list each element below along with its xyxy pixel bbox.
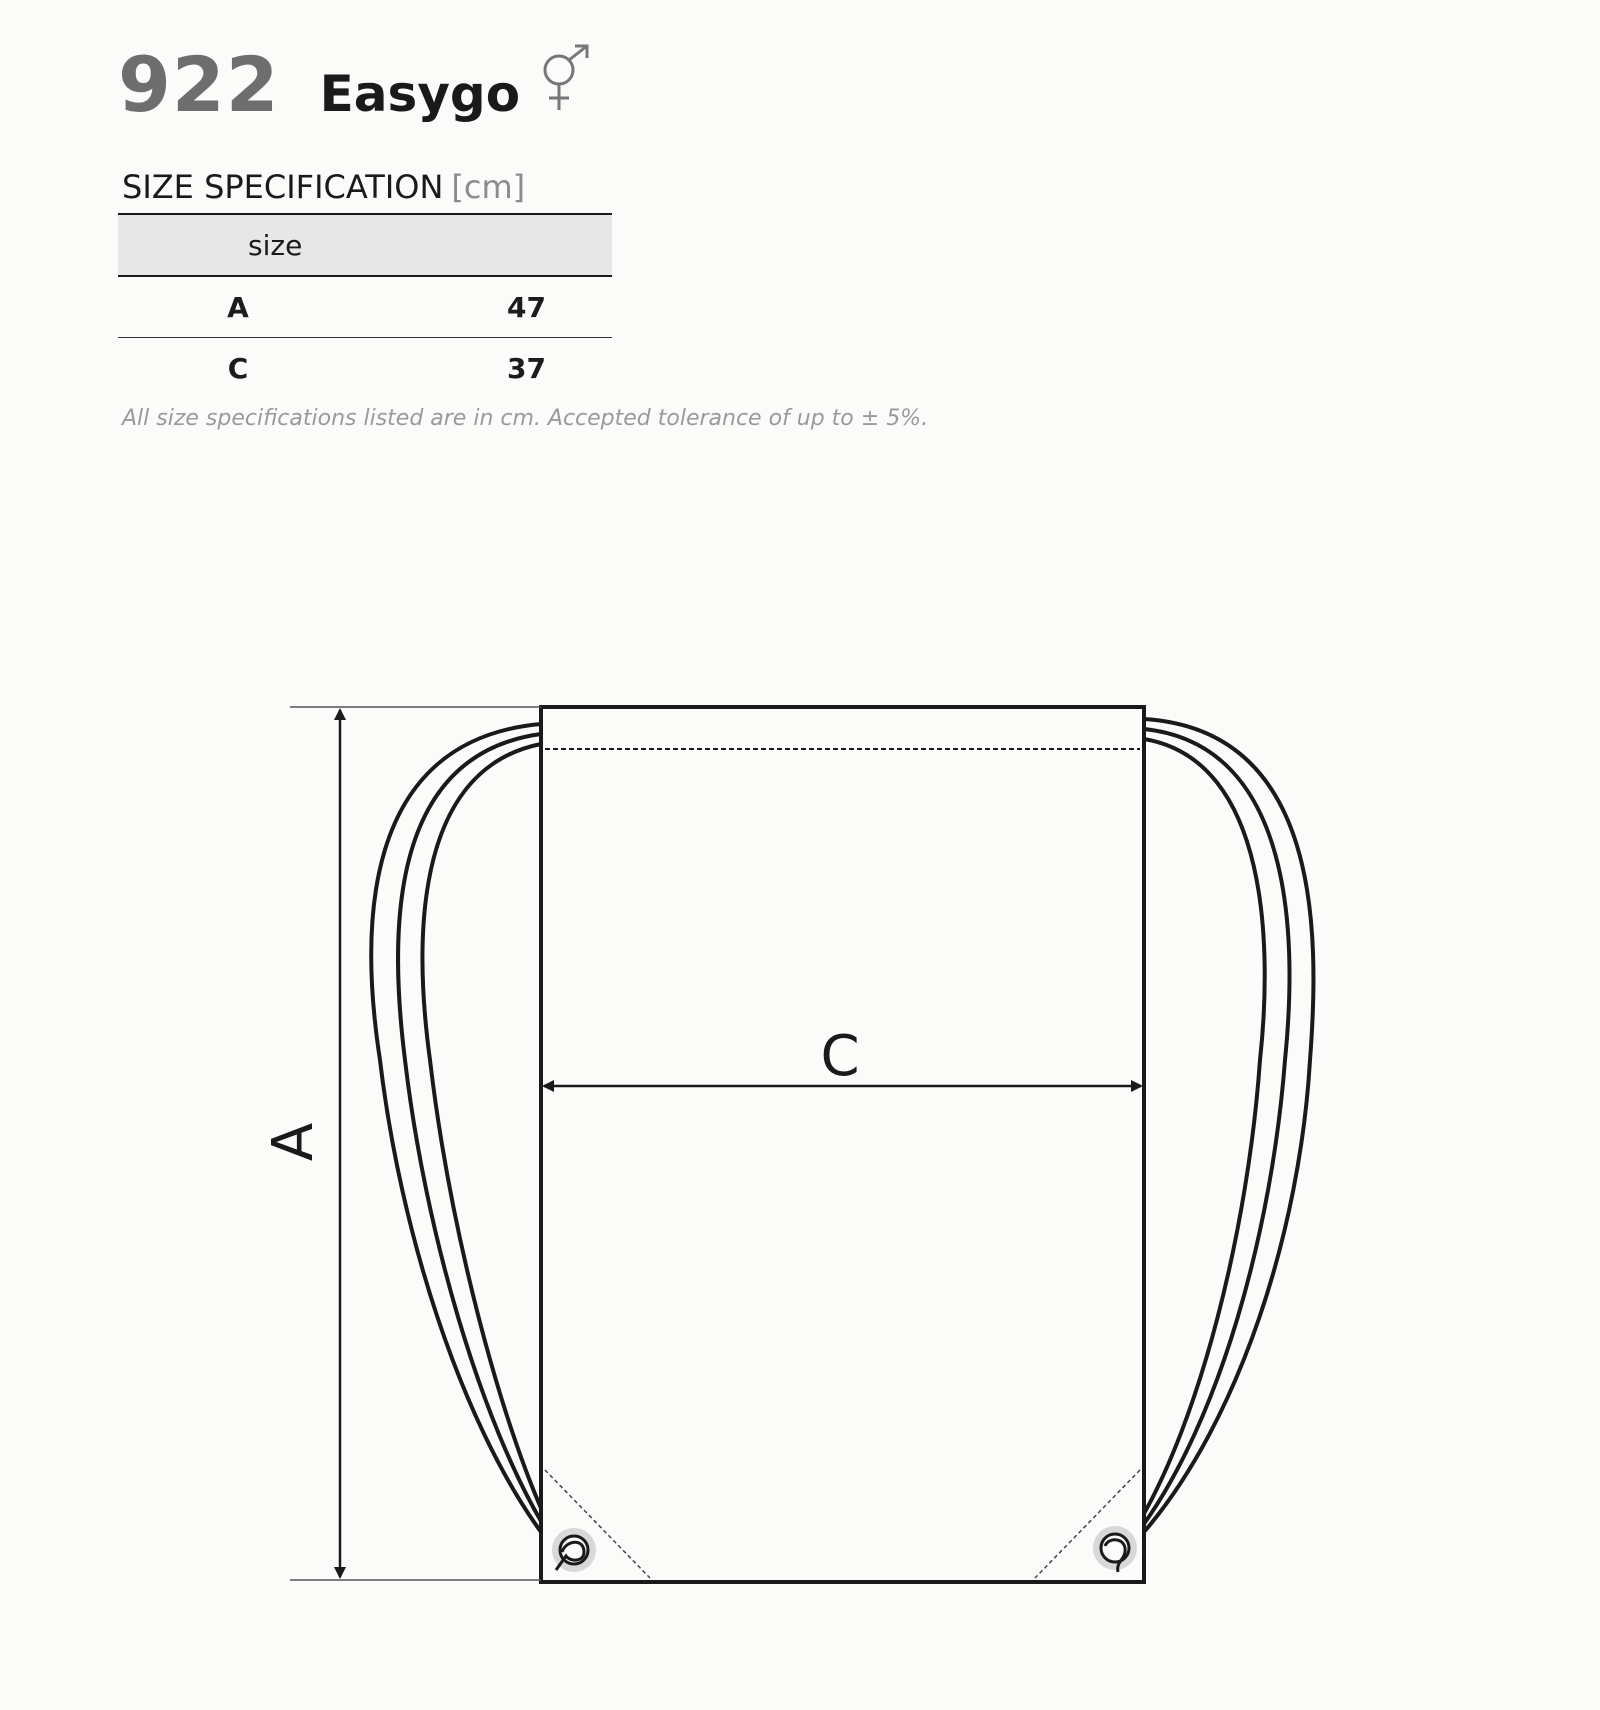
row-label: A	[227, 290, 249, 324]
left-drawstring	[371, 724, 548, 1532]
tolerance-note: All size specifications listed are in cm. Accepted tolerance of up to ± 5%.	[122, 406, 929, 431]
size-header-cell: size	[248, 228, 303, 262]
dimension-a-label: A	[261, 1122, 326, 1162]
dimension-c-label: C	[820, 1024, 860, 1089]
right-drawstring	[1138, 719, 1313, 1532]
model-name: Easygo	[319, 65, 521, 123]
row-label: C	[227, 351, 249, 385]
bag-body	[541, 707, 1144, 1582]
row-value: 47	[507, 290, 546, 324]
spec-title-text: SIZE SPECIFICATION	[122, 168, 444, 206]
model-number: 922	[118, 40, 280, 129]
grommet-knot-left-icon	[552, 1528, 596, 1572]
spec-unit: [cm]	[451, 168, 526, 206]
row-value: 37	[507, 351, 546, 385]
